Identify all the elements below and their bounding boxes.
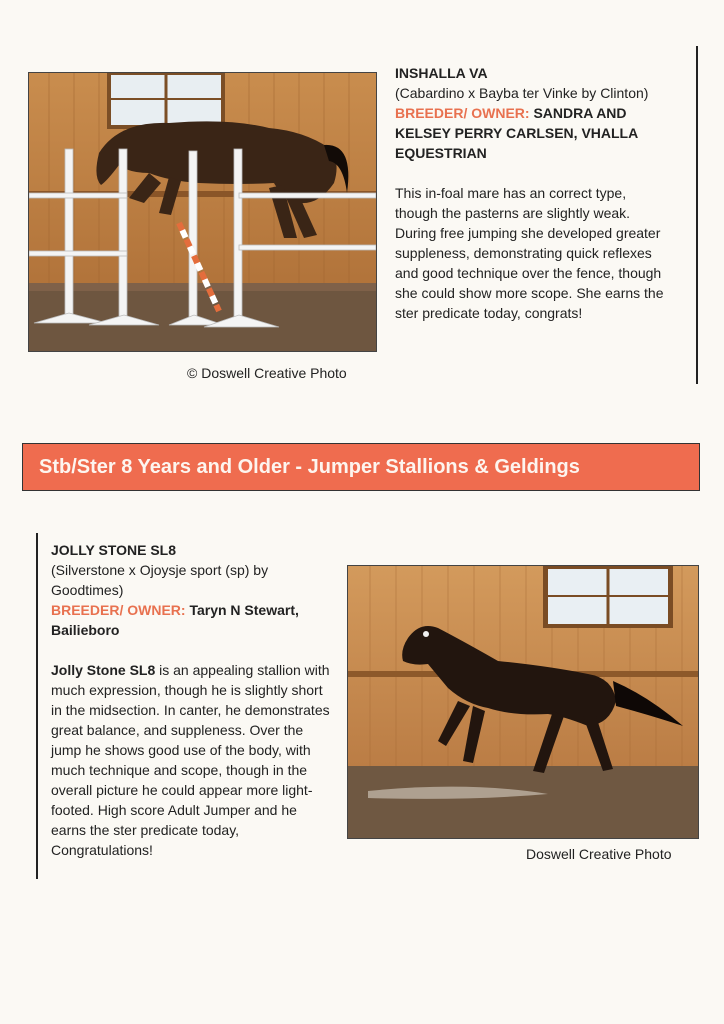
divider-right: [696, 46, 698, 384]
breeder-owner-label: BREEDER/ OWNER:: [395, 105, 530, 121]
arena-jump-illustration: [29, 73, 376, 351]
description-lead: Jolly Stone SL8: [51, 662, 156, 678]
breeder-owner-value: SANDRA AND KELSEY PERRY CARLSEN, VHALLA EQUESTRIAN: [395, 105, 638, 161]
photo-caption-2: Doswell Creative Photo: [526, 846, 672, 862]
banner-title: Stb/Ster 8 Years and Older - Jumper Stallions & Geldings: [39, 456, 580, 478]
pedigree: (Silverstone x Ojoysje sport (sp) by Goodtimes): [51, 562, 269, 598]
arena-canter-illustration: [348, 566, 698, 838]
photo-jolly-stone-canter: [347, 565, 699, 839]
photo-inshalla-jumping: [28, 72, 377, 352]
horse-entry-inshalla: [395, 63, 665, 323]
horse-entry-jolly-stone: [51, 540, 331, 860]
divider-left: [36, 533, 38, 879]
horse-name: INSHALLA VA: [395, 65, 488, 81]
section-banner: [22, 443, 700, 491]
photo-caption-1: © Doswell Creative Photo: [187, 365, 347, 381]
description-body: is an appealing stallion with much expression, though he is slightly short in the midsection. In canter, he demonstrates great balance, and suppleness. Over the jump he shows good use of the body, with much technique and scope, though in the overall picture he could appear more light-footed. High score Adult Jumper and he earns the ster predicate today, Congratulations!: [51, 662, 330, 858]
horse-description: This in-foal mare has an correct type, though the pasterns are slightly weak. During free jumping she developed greater suppleness, demonstrating quick reflexes and good technique over the fence, though she could show more scope. She earns the ster predicate today, congrats!: [395, 185, 664, 321]
breeder-owner: [51, 600, 331, 640]
breeder-owner-label: BREEDER/ OWNER:: [51, 602, 186, 618]
breeder-owner: [395, 103, 665, 163]
pedigree: (Cabardino x Bayba ter Vinke by Clinton): [395, 85, 649, 101]
horse-description: [51, 660, 331, 860]
horse-name: JOLLY STONE SL8: [51, 542, 177, 558]
breeder-owner-value: Taryn N Stewart, Bailieboro: [51, 602, 299, 638]
